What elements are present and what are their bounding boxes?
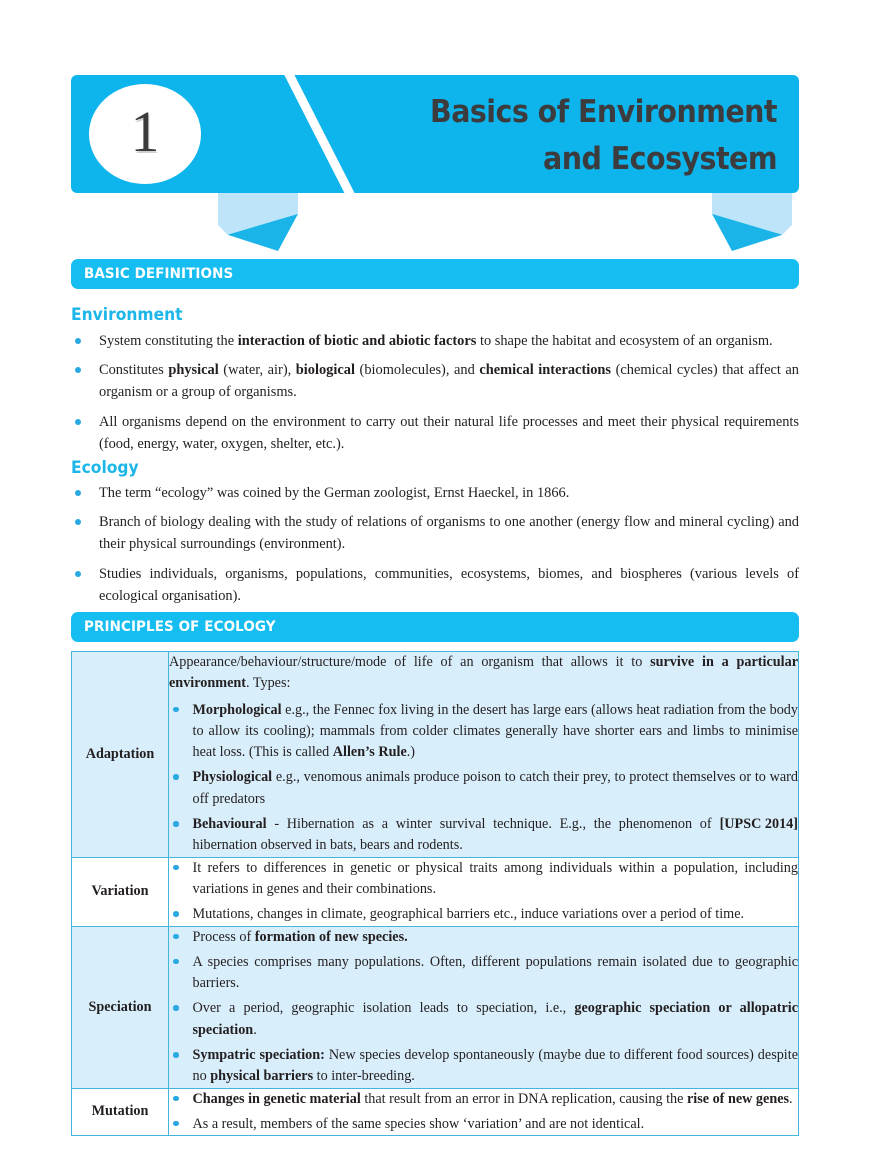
list-item-text: It refers to differences in genetic or physical traits among individuals within a population, including variations in genes and their combinations.: [192, 859, 798, 897]
list-item-text: As a result, members of the same species show ‘variation’ and are not identical.: [192, 1115, 645, 1132]
list-item-text: Constitutes physical (water, air), biological (biomolecules), and chemical interactions (chemical cycles) that affect an organism or a group of organisms.: [99, 362, 800, 401]
bullet-dot-icon: [173, 707, 179, 713]
bullet-list-ecology: [71, 482, 799, 614]
subheading-ecology: Ecology: [71, 458, 139, 477]
table-cell-detail: [169, 1088, 799, 1136]
chapter-title-line-2: and Ecosystem: [543, 141, 777, 178]
chapter-number: 1: [130, 99, 160, 164]
table-row: [72, 926, 799, 1088]
subheading-environment: Environment: [71, 305, 183, 324]
bullet-dot-icon: [173, 1005, 179, 1011]
bullet-dot-icon: [75, 367, 81, 373]
bullet-dot-icon: [173, 959, 179, 965]
list-item: [169, 1045, 798, 1088]
table-row: [72, 1088, 799, 1136]
list-item: [169, 858, 798, 901]
list-item: [169, 927, 798, 948]
bullet-dot-icon: [75, 490, 81, 496]
bullet-dot-icon: [173, 865, 179, 871]
table-row: [72, 652, 799, 858]
bullet-list-environment: [71, 330, 799, 462]
section-header-principles-of-ecology: [71, 612, 799, 642]
section-header-basic-definitions: [71, 259, 799, 289]
list-item-text: The term “ecology” was coined by the German zoologist, Ernst Haeckel, in 1866.: [99, 485, 570, 501]
list-item: [71, 411, 799, 455]
list-item-text: All organisms depend on the environment to carry out their natural life processes and meet their physical requirements (food, energy, water, oxygen, shelter, etc.).: [99, 413, 799, 452]
list-item: [71, 511, 799, 555]
bullet-dot-icon: [173, 911, 179, 917]
cell-bullet-list: [169, 927, 798, 1088]
ribbon-tail-left: [218, 193, 298, 251]
list-item: [169, 1089, 798, 1110]
bullet-dot-icon: [173, 1096, 179, 1102]
bullet-dot-icon: [75, 419, 81, 425]
bullet-dot-icon: [75, 519, 81, 525]
chapter-title-line-1: Basics of Environment: [430, 94, 777, 130]
table-cell-term: Adaptation: [72, 652, 169, 858]
chapter-banner: [71, 75, 799, 250]
bullet-dot-icon: [75, 338, 81, 344]
list-item-text: Morphological e.g., the Fennec fox living in the desert has large ears (allows heat radiation from the body to allow its cooling); mammals from colder climates generally have shorter ears and limbs to minimise heat loss. (This is called Allen’s Rule.): [192, 701, 798, 761]
list-item-text: Branch of biology dealing with the study of relations of organisms to one another (energy flow and mineral cycling) and their physical surroundings (environment).: [99, 514, 799, 553]
banner-bar: [71, 75, 799, 193]
list-item-text: Physiological e.g., venomous animals produce poison to catch their prey, to protect themselves or to ward off predators: [192, 769, 798, 807]
table-cell-detail: [169, 857, 799, 926]
ribbon-tail-right: [712, 193, 792, 251]
list-item: [71, 563, 799, 607]
list-item-text: System constituting the interaction of biotic and abiotic factors to shape the habitat and ecosystem of an organism.: [99, 333, 773, 349]
table-cell-detail: [169, 926, 799, 1088]
cell-bullet-list: [169, 700, 798, 857]
bullet-dot-icon: [173, 821, 179, 827]
bullet-dot-icon: [173, 934, 179, 940]
table-cell-term: Variation: [72, 857, 169, 926]
list-item-text: Changes in genetic material that result from an error in DNA replication, causing the rise of new genes.: [192, 1090, 793, 1107]
source-tag: [UPSC 2014]: [719, 816, 798, 833]
list-item: [169, 814, 798, 857]
section-header-label: PRINCIPLES OF ECOLOGY: [84, 619, 276, 635]
list-item-text: A species comprises many populations. Often, different populations remain isolated due to geographic barriers.: [192, 953, 798, 992]
list-item: [169, 1114, 798, 1135]
table-row: [72, 857, 799, 926]
bullet-dot-icon: [75, 571, 81, 577]
chapter-number-badge: [89, 84, 201, 184]
list-item-text: Mutations, changes in climate, geographical barriers etc., induce variations over a period of time.: [192, 906, 745, 923]
list-item: [71, 359, 799, 403]
principles-table-body: [72, 652, 799, 1136]
list-item-text: Studies individuals, organisms, populations, communities, ecosystems, biomes, and biospheres (various levels of ecological organisation).: [99, 565, 799, 604]
list-item: [169, 998, 798, 1041]
list-item: [169, 952, 798, 995]
cell-intro-text: Appearance/behaviour/structure/mode of life of an organism that allows it to survive in a particular environment. Types:: [169, 654, 798, 692]
principles-table: [71, 651, 799, 1136]
list-item: [71, 482, 799, 504]
bullet-dot-icon: [173, 1121, 179, 1127]
list-item-text: Over a period, geographic isolation leads to speciation, i.e., geographic speciation or allopatric speciation.: [192, 1000, 798, 1038]
table-cell-term: Speciation: [72, 926, 169, 1088]
chapter-title: [299, 89, 777, 183]
list-item-text: [UPSC 2014] Behavioural - Hibernation as a winter survival technique. E.g., the phenomenon of hibernation observed in bats, bears and rodents.: [192, 816, 798, 854]
bullet-dot-icon: [173, 774, 179, 780]
list-item: [169, 904, 798, 925]
section-header-label: BASIC DEFINITIONS: [84, 266, 234, 282]
cell-bullet-list: [169, 858, 798, 926]
list-item: [169, 700, 798, 764]
bullet-dot-icon: [173, 1052, 179, 1058]
cell-bullet-list: [169, 1089, 798, 1136]
list-item: [169, 767, 798, 810]
table-cell-detail: [169, 652, 799, 858]
table-cell-term: Mutation: [72, 1088, 169, 1136]
list-item-text: Process of formation of new species.: [192, 928, 408, 945]
principles-table-wrap: [71, 651, 799, 1136]
list-item: [71, 330, 799, 352]
list-item-text: Sympatric speciation: New species develop spontaneously (maybe due to different food sources) despite no physical barriers to inter-breeding.: [192, 1047, 798, 1085]
